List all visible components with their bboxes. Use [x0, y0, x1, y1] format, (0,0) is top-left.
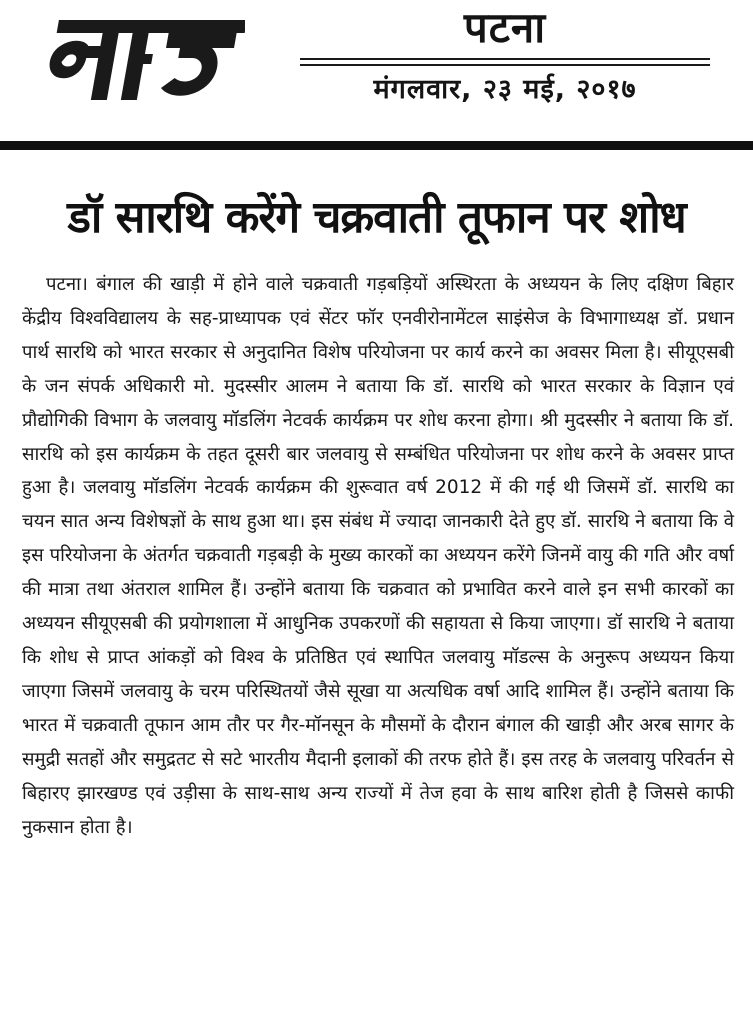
logo-wordmark: [40, 14, 245, 106]
masthead-rule-bottom: [300, 64, 710, 66]
newspaper-logo: [40, 14, 245, 106]
article-headline: डॉ सारथि करेंगे चक्रवाती तूफान पर शोध: [67, 192, 686, 243]
masthead-rule-top: [300, 58, 710, 60]
edition-date: मंगलवार, २३ मई, २०१७: [373, 74, 637, 105]
masthead-divider: [0, 141, 753, 150]
masthead: [0, 0, 753, 150]
article-body: पटना। बंगाल की खाड़ी में होने वाले चक्रवाती गड़बड़ियों अस्थिरता के अध्ययन के लिए दक्षिण बिहार केंद्रीय विश्वविद्यालय के सह-प्राध्यापक एवं सेंटर फॉर एनवीरोनामेंटल साइंसेज के विभागाध्यक्ष डॉ. प्रधान पार्थ सारथि को भारत सरकार से अनुदानित विशेष परियोजना पर कार्य करने का अवसर मिला है। सीयूएसबी के जन संपर्क अधिकारी मो. मुदस्सीर आलम ने बताया कि डॉ. सारथि को भारत सरकार के विज्ञान एवं प्रौद्योगिकी विभाग के जलवायु मॉडलिंग नेटवर्क कार्यक्रम पर शोध करना होगा। श्री मुदस्सीर ने बताया कि डॉ. सारथि को इस कार्यक्रम के तहत दूसरी बार जलवायु से सम्बंधित परियोजना पर शोध करने के अवसर प्राप्त हुआ है। जलवायु मॉडलिंग नेटवर्क कार्यक्रम की शुरूवात वर्ष 2012 में की गई थी जिसमें डॉ. सारथि का चयन सात अन्य विशेषज्ञों के साथ हुआ था। इस संबंध में ज्यादा जानकारी देते हुए डॉ. सारथि ने बताया कि वे इस परियोजना के अंतर्गत चक्रवाती गड़बड़ी के मुख्य कारकों का अध्ययन करेंगे जिनमें वायु की गति और वर्षा की मात्रा तथा अंतराल शामिल हैं। उन्होंने बताया कि चक्रवात को प्रभावित करने वाले इन सभी कारकों का अध्ययन सीयूएसबी की प्रयोगशाला में आधुनिक उपकरणों की सहायता से किया जाएगा। डॉ सारथि ने बताया कि शोध से प्राप्त आंकड़ों को विश्व के प्रतिष्ठित एवं स्थापित जलवायु मॉडल्स के अनुरूप अध्ययन किया जाएगा जिसमें जलवायु के चरम परिस्थितयों जैसे सूखा या अत्यधिक वर्षा आदि शामिल हैं। उन्होंने बताया कि भारत में चक्रवाती तूफान आम तौर पर गैर-मॉनसून के मौसमों के दौरान बंगाल की खाड़ी और अरब सागर के समुद्री सतहों और समुद्रतट से सटे भारतीय मैदानी इलाकों की तरफ होते हैं। इस तरह के जलवायु परिवर्तन से बिहारए झारखण्ड एवं उड़ीसा के साथ-साथ अन्य राज्यों में तेज हवा के साथ बारिश होती है जिससे काफी नुकसान होता है।: [22, 274, 734, 838]
edition-city: पटना: [463, 3, 547, 52]
